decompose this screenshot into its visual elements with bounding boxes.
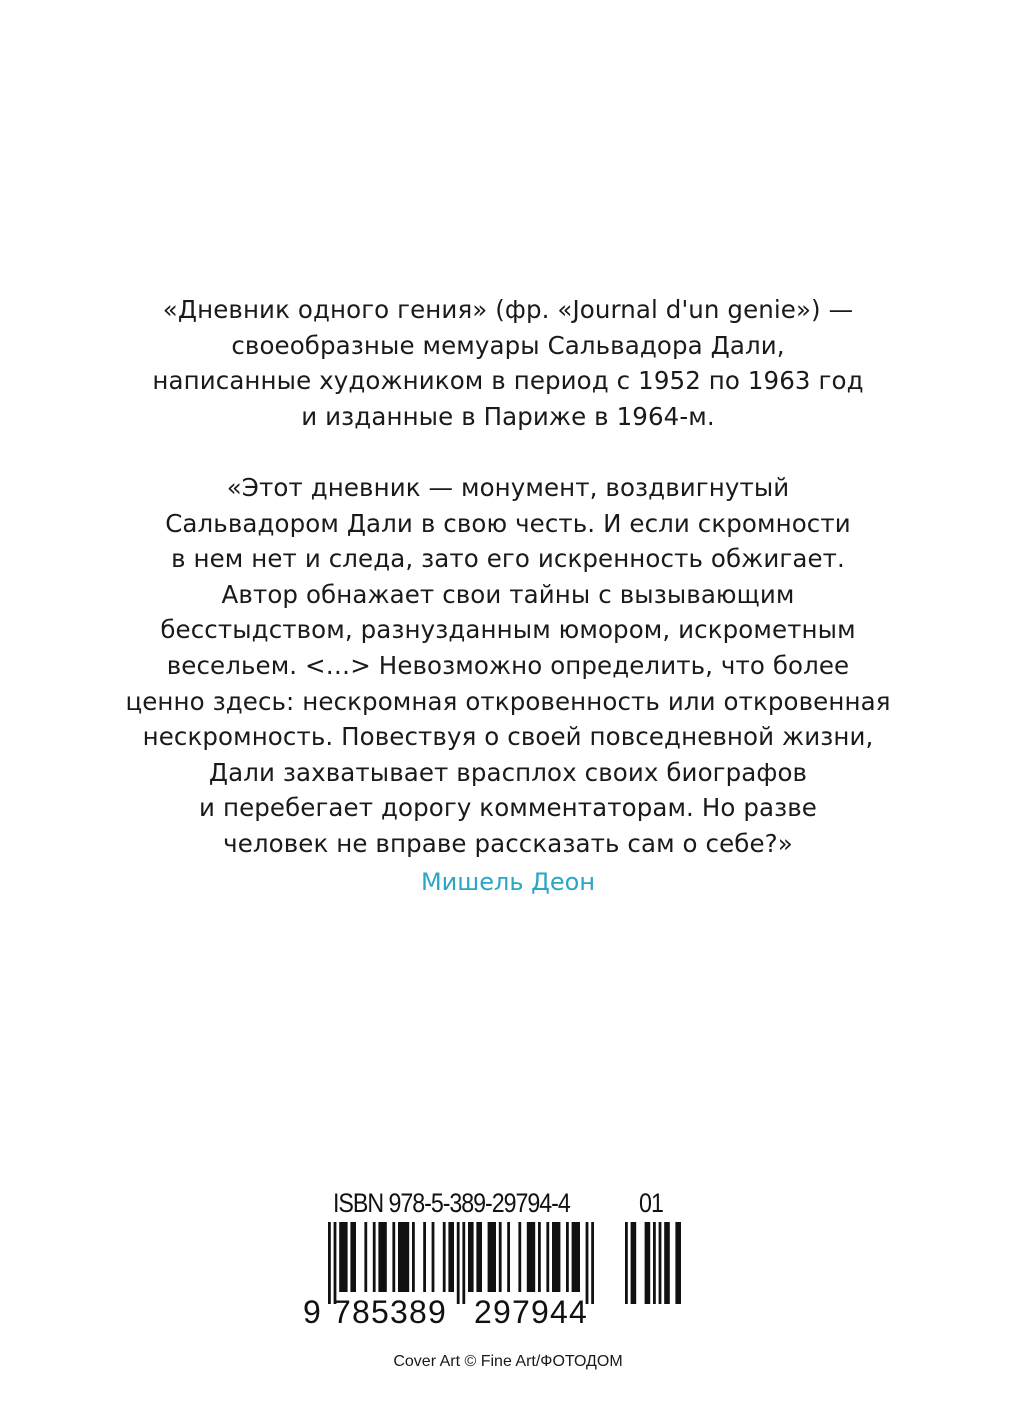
barcode-bar (566, 1222, 569, 1292)
barcode-bar (448, 1222, 454, 1292)
blurb-line: написанные художником в период с 1952 по 1963 год (152, 366, 864, 396)
blurb-line: «Этот дневник — монумент, воздвигнутый (226, 473, 790, 502)
barcode-bar (527, 1222, 535, 1292)
barcode-bar (364, 1222, 367, 1292)
barcode-addon-bar (631, 1222, 637, 1304)
barcode-addon-bar (664, 1222, 670, 1304)
barcode-bar (443, 1222, 446, 1292)
barcode-bar (373, 1222, 376, 1292)
barcode-bar (378, 1222, 386, 1292)
blurb-line: и перебегает дорогу комментаторам. Но разве (199, 793, 817, 823)
barcode-bar (546, 1222, 549, 1292)
barcode-bar (538, 1222, 541, 1292)
barcode-addon-bar (645, 1222, 651, 1304)
barcode-bar (507, 1222, 510, 1292)
barcode-bar (488, 1222, 496, 1292)
barcode-bar (468, 1222, 474, 1292)
barcode-bar (518, 1222, 521, 1292)
barcode-bar (350, 1222, 356, 1292)
quote-author: Мишель Деон (420, 868, 596, 896)
blurb-line: своеобразные мемуары Сальвадора Дали, (231, 330, 785, 360)
barcode-guard-bar (334, 1222, 337, 1304)
ean-first-digit: 9 (303, 1294, 321, 1330)
barcode-bar (392, 1222, 395, 1292)
barcode-bar (412, 1222, 415, 1292)
isbn-barcode (300, 1188, 690, 1338)
barcode-bar (476, 1222, 482, 1292)
blurb-paragraph-1 (0, 292, 1016, 434)
blurb-line: ценно здесь: нескромная откровенность или откровенная (125, 686, 891, 716)
barcode-bar (432, 1222, 435, 1292)
blurb-line: Дали захватывает врасплох своих биографов (208, 757, 808, 787)
barcode-bar (499, 1222, 502, 1292)
blurb-line: бесстыдством, разнузданным юмором, искрометным (160, 615, 856, 645)
ean-right-digits: 297944 (474, 1294, 588, 1330)
blurb-line: Автор обнажает свои тайны с вызывающим (221, 579, 795, 609)
barcode-bar (552, 1222, 560, 1292)
ean-left-digits: 785389 (333, 1294, 447, 1330)
blurb-line: весельем. <…> Невозможно определить, что более (166, 650, 850, 680)
barcode-guard-bar (462, 1222, 465, 1304)
barcode-guard-bar (591, 1222, 594, 1304)
barcode-guard-bar (328, 1222, 331, 1304)
barcode-addon-bar (625, 1222, 628, 1304)
barcode-bar (398, 1222, 409, 1292)
barcode-guard-bar (586, 1222, 589, 1304)
barcode-guard-bar (457, 1222, 460, 1304)
barcode-bar (339, 1222, 347, 1292)
barcode-addon-number: 01 (639, 1188, 664, 1218)
barcode-bar (423, 1222, 426, 1292)
barcode-bar (572, 1222, 580, 1292)
blurb-line: в нем нет и следа, зато его искренность обжигает. (171, 544, 845, 574)
barcode-addon-bar (659, 1222, 662, 1304)
blurb-line: и изданные в Париже в 1964-м. (301, 401, 715, 431)
blurb-line: человек не вправе рассказать сам о себе?» (223, 828, 793, 858)
blurb-line: Сальвадором Дали в свою честь. И если скромности (165, 508, 851, 538)
barcode-addon-bar (653, 1222, 656, 1304)
isbn-label: ISBN 978-5-389-29794-4 (333, 1188, 570, 1218)
blurb-line: нескромность. Повествуя о своей повседневной жизни, (142, 722, 874, 752)
blurb-paragraph-2 (0, 470, 1016, 862)
cover-credit: Cover Art © Fine Art/ФОТОДОМ (393, 1353, 623, 1370)
barcode-addon-bar (675, 1222, 681, 1304)
blurb-line: «Дневник одного гения» (фр. «Journal d'un genie») — (162, 295, 854, 324)
